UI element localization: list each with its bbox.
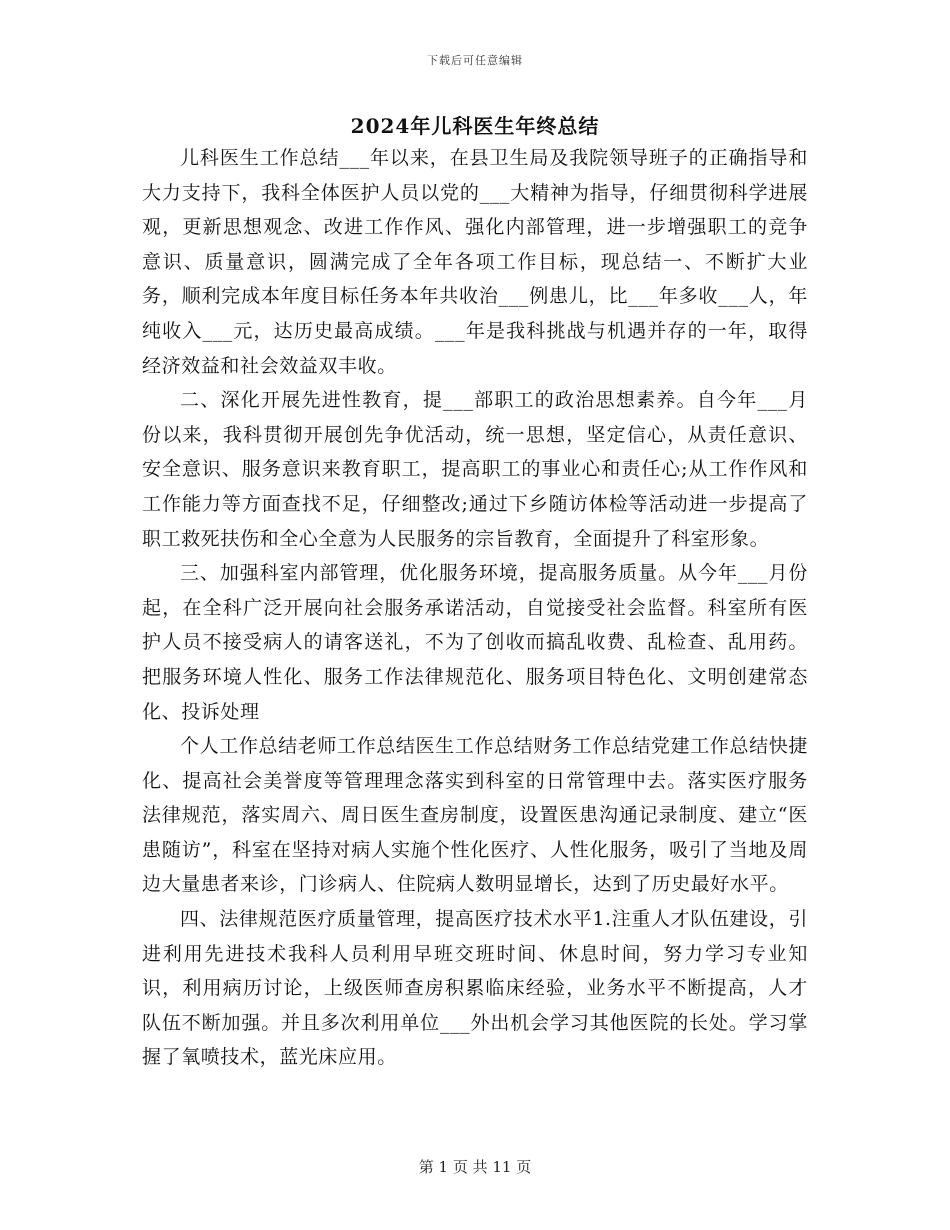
page-header-note: 下载后可任意编辑 <box>427 54 523 67</box>
document-body <box>142 141 808 1075</box>
paragraph-quality: 四、法律规范医疗质量管理，提高医疗技术水平1.注重人才队伍建设，引进利用先进技术我科人员利用早班交班时间、休息时间，努力学习专业知识，利用病历讨论，上级医师查房积累临床经验，业务水平不断提高，人才队伍不断加强。并且多次利用单位___外出机会学习其他医院的长处。学习掌握了氧喷技术，蓝光床应用。 <box>142 908 808 1069</box>
paragraph-education: 二、深化开展先进性教育，提___部职工的政治思想素养。自今年___月份以来，我科贯彻开展创先争优活动，统一思想，坚定信心，从责任意识、安全意识、服务意识来教育职工，提高职工的事业心和责任心;从工作作风和工作能力等方面查找不足，仔细整改;通过下乡随访体检等活动进一步提高了职工救死扶伤和全心全意为人民服务的宗旨教育，全面提升了科室形象。 <box>142 389 808 550</box>
paragraph-management: 三、加强科室内部管理，优化服务环境，提高服务质量。从今年___月份起，在全科广泛开展向社会服务承诺活动，自觉接受社会监督。科室所有医护人员不接受病人的请客送礼，不为了创收而搞乱收费、乱检查、乱用药。把服务环境人性化、服务工作法律规范化、服务项目特色化、文明创建常态化、投诉处理 <box>142 562 808 723</box>
page-number: 第 1 页 共 11 页 <box>418 1158 532 1176</box>
paragraph-service: 个人工作总结老师工作总结医生工作总结财务工作总结党建工作总结快捷化、提高社会美誉度等管理理念落实到科室的日常管理中去。落实医疗服务法律规范，落实周六、周日医生查房制度，设置医患沟通记录制度、建立“医患随访”，科室在坚持对病人实施个性化医疗、人性化服务，吸引了当地及周边大量患者来诊，门诊病人、住院病人数明显增长，达到了历史最好水平。 <box>142 735 808 896</box>
document-title: 2024年儿科医生年终总结 <box>350 114 600 138</box>
paragraph-summary-intro: 儿科医生工作总结___年以来，在县卫生局及我院领导班子的正确指导和大力支持下，我科全体医护人员以党的___大精神为指导，仔细贯彻科学进展观，更新思想观念、改进工作作风、强化内部管理，进一步增强职工的竞争意识、质量意识，圆满完成了全年各项工作目标，现总结一、不断扩大业务，顺利完成本年度目标任务本年共收治___例患儿，比___年多收___人，年纯收入___元，达历史最高成绩。___年是我科挑战与机遇并存的一年，取得经济效益和社会效益双丰收。 <box>142 147 808 377</box>
